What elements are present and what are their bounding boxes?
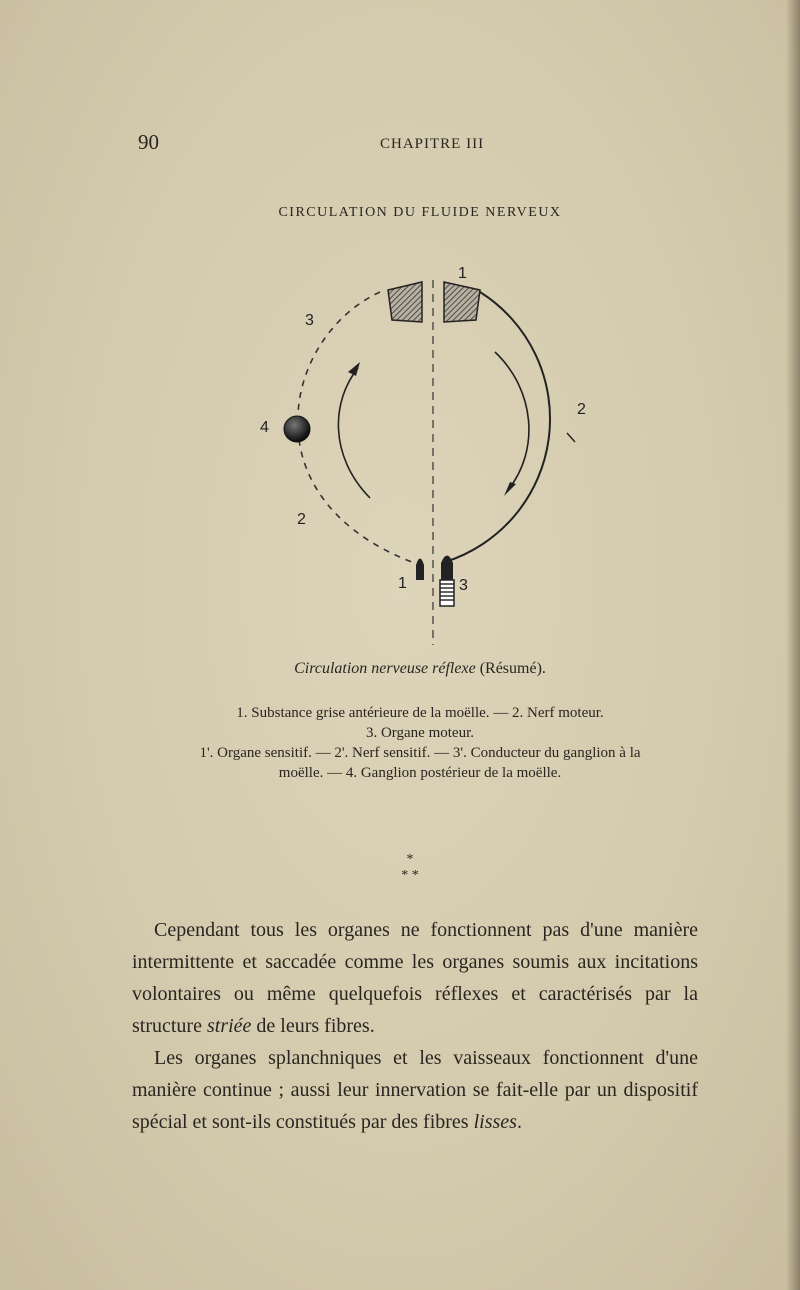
figure-title: CIRCULATION DU FLUIDE NERVEUX	[278, 205, 562, 220]
label-right-2: 2	[577, 401, 586, 418]
page-number: 90	[138, 130, 159, 154]
grey-matter-left	[388, 282, 422, 322]
inner-arrow-right	[495, 352, 529, 490]
label-left-3: 3	[305, 312, 314, 329]
grey-matter-right	[444, 282, 480, 322]
motor-nerve-arc	[445, 292, 550, 562]
running-head: CHAPITRE III	[380, 136, 485, 152]
label-bottom-1: 1	[398, 575, 407, 592]
asterism-top: *	[406, 852, 414, 867]
asterism-separator	[380, 852, 440, 884]
label-bottom-3: 3	[459, 577, 468, 594]
page-edge-shadow	[786, 0, 800, 1290]
ganglion-ball	[284, 416, 310, 442]
caption-legend-line: 3. Organe moteur.	[365, 725, 475, 741]
caption-legend-line: moëlle. — 4. Ganglion postérieur de la moëlle.	[278, 765, 562, 781]
label-top-1: 1	[458, 265, 467, 282]
asterism-bottom: * *	[401, 868, 419, 883]
figure-caption-title	[0, 660, 800, 678]
label-left-2: 2	[297, 511, 306, 528]
body-paragraph-2: Les organes splanchniques et les vaisseaux fonctionnent d'une manière continue ; aussi leur innervation se fait-elle par un dispositif spécial et sont-ils constitués par des fibres lisses.	[132, 1047, 698, 1133]
caption-title-italic: Circulation nerveuse réflexe	[294, 660, 476, 677]
label-left-4: 4	[260, 419, 269, 436]
caption-legend-line: 1. Substance grise antérieure de la moëlle. — 2. Nerf moteur.	[236, 705, 604, 721]
reflex-circulation-diagram	[240, 250, 600, 650]
inner-arrow-left	[338, 368, 370, 498]
caption-legend-line: 1'. Organe sensitif. — 2'. Nerf sensitif. — 3'. Conducteur du ganglion à la	[199, 745, 641, 761]
sensory-organ-shape	[416, 559, 424, 581]
body-paragraph-1: Cependant tous les organes ne fonctionnent pas d'une manière intermittente et saccadée comme les organes soumis aux incitations volontaires ou même quelquefois réflexes et caractérisés par la structure striée de leurs fibres.	[132, 919, 698, 1037]
caption-title-rest: (Résumé).	[479, 660, 546, 677]
sensory-nerve-arc	[298, 292, 420, 565]
